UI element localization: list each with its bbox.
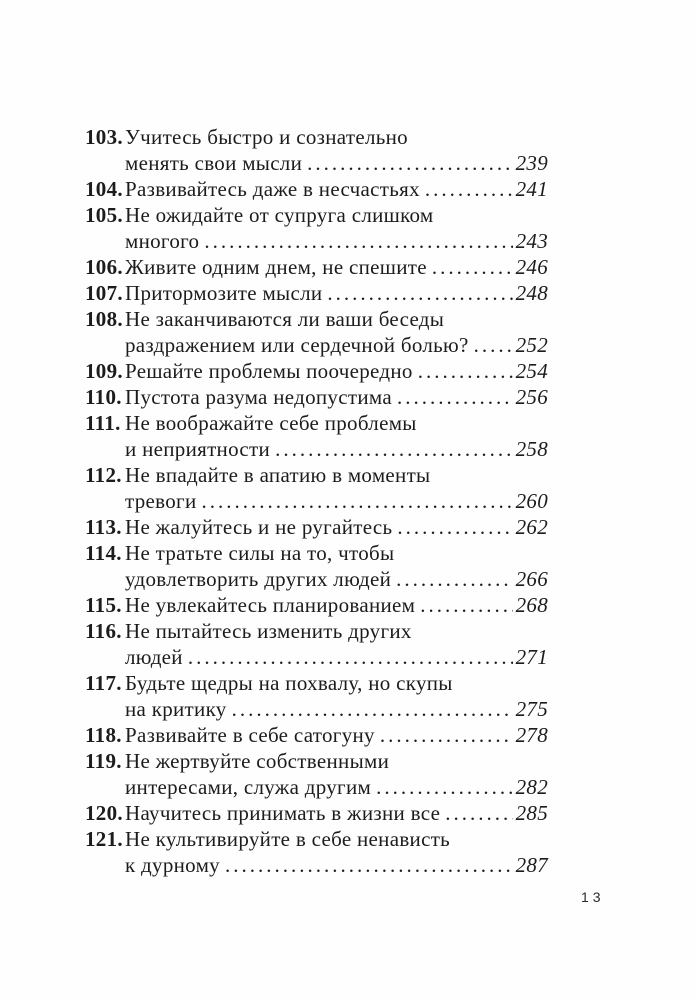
toc-entry-line (125, 150, 548, 176)
dot-leader (201, 488, 512, 514)
toc-entry-page-number: 248 (515, 281, 548, 305)
toc-entry-page-number: 258 (515, 437, 548, 461)
toc-entry (85, 514, 548, 540)
dot-leader (396, 566, 512, 592)
toc-entry-title-text: тревоги (125, 489, 197, 513)
toc-entry-body (125, 358, 548, 384)
toc-entry-page-number: 266 (515, 567, 548, 591)
toc-entry-line (125, 306, 548, 332)
toc-entry-number: 113. (85, 515, 122, 539)
toc-entry-line (125, 618, 548, 644)
toc-entry-line (125, 592, 548, 618)
toc-entry-line (125, 436, 548, 462)
toc-entry-line (125, 410, 548, 436)
toc-entry-title-text: Не культивируйте в себе ненависть (125, 827, 451, 851)
toc-entry-number: 114. (85, 541, 122, 565)
toc-entry-body (125, 748, 548, 800)
toc-entry (85, 410, 548, 462)
toc-entry-body (125, 618, 548, 670)
toc-entry-title-text: людей (125, 645, 183, 669)
toc-entry-body (125, 280, 548, 306)
toc-entry-number: 106. (85, 255, 123, 279)
toc-entry-number: 112. (85, 463, 122, 487)
toc-entry-body (125, 202, 548, 254)
footer-page-number: 13 (581, 889, 605, 905)
toc-entry-number: 104. (85, 177, 123, 201)
toc-entry-title-text: Не тратьте силы на то, чтобы (125, 541, 395, 565)
dot-leader (232, 696, 513, 722)
toc-entry-line (125, 696, 548, 722)
dot-leader (327, 280, 512, 306)
toc-entry-page-number: 239 (515, 151, 548, 175)
toc-entry (85, 722, 548, 748)
toc-entry (85, 176, 548, 202)
toc-entry-title-text: многого (125, 229, 200, 253)
toc-entry-title-text: Не пытайтесь изменить других (125, 619, 412, 643)
toc-entry-title-text: Научитесь принимать в жизни все (125, 801, 441, 825)
toc-entry-body (125, 306, 548, 358)
toc-entry-page-number: 241 (515, 177, 548, 201)
toc-entry-page-number: 260 (515, 489, 548, 513)
toc-entry-title-text: Притормозите мысли (125, 281, 323, 305)
toc-entry-number: 111. (85, 411, 121, 435)
toc-entry-body (125, 722, 548, 748)
toc-entry-line (125, 774, 548, 800)
toc-entry-page-number: 246 (515, 255, 548, 279)
toc-entry (85, 202, 548, 254)
toc-entry-title-text: к дурному (125, 853, 220, 877)
toc-entry-line (125, 514, 548, 540)
table-of-contents (85, 124, 548, 878)
toc-entry-line (125, 384, 548, 410)
toc-entry-number: 109. (85, 359, 123, 383)
toc-entry-number: 119. (85, 749, 122, 773)
toc-entry-body (125, 826, 548, 878)
toc-entry-number: 107. (85, 281, 123, 305)
toc-entry-page-number: 256 (515, 385, 548, 409)
toc-entry-page-number: 271 (515, 645, 548, 669)
dot-leader (418, 358, 513, 384)
toc-entry (85, 618, 548, 670)
toc-entry-number: 116. (85, 619, 122, 643)
dot-leader (432, 254, 513, 280)
toc-entry-title-text: удовлетворить других людей (125, 567, 392, 591)
toc-entry-number: 120. (85, 801, 123, 825)
dot-leader (420, 592, 512, 618)
dot-leader (474, 332, 513, 358)
toc-entry-page-number: 282 (515, 775, 548, 799)
toc-entry-line (125, 254, 548, 280)
toc-entry-body (125, 254, 548, 280)
toc-entry-title-text: Не впадайте в апатию в моменты (125, 463, 431, 487)
toc-entry (85, 462, 548, 514)
toc-entry (85, 748, 548, 800)
toc-entry-line (125, 462, 548, 488)
toc-entry-page-number: 268 (515, 593, 548, 617)
toc-entry-line (125, 280, 548, 306)
dot-leader (225, 852, 513, 878)
toc-entry-body (125, 384, 548, 410)
toc-entry-title-text: Будьте щедры на похвалу, но скупы (125, 671, 453, 695)
toc-entry-body (125, 670, 548, 722)
toc-entry-line (125, 228, 548, 254)
toc-entry-title-text: Не воображайте себе проблемы (125, 411, 417, 435)
toc-entry-number: 108. (85, 307, 123, 331)
toc-entry-line (125, 540, 548, 566)
toc-entry-number: 118. (85, 723, 122, 747)
toc-entry-title-text: раздражением или сердечной болью? (125, 333, 469, 357)
toc-entry-title-text: и неприятности (125, 437, 271, 461)
toc-entry-title-text: Решайте проблемы поочередно (125, 359, 413, 383)
toc-entry-page-number: 254 (515, 359, 548, 383)
toc-entry-title-text: Не жалуйтесь и не ругайтесь (125, 515, 393, 539)
toc-entry-title-text: Не ожидайте от супруга слишком (125, 203, 434, 227)
toc-entry-line (125, 852, 548, 878)
toc-entry-body (125, 514, 548, 540)
toc-entry-number: 105. (85, 203, 123, 227)
toc-entry (85, 800, 548, 826)
toc-entry-line (125, 670, 548, 696)
dot-leader (376, 774, 512, 800)
toc-entry-title-text: Развивайтесь даже в несчастьях (125, 177, 420, 201)
dot-leader (380, 722, 513, 748)
toc-entry-title-text: Пустота разума недопустима (125, 385, 392, 409)
dot-leader (188, 644, 513, 670)
toc-entry-body (125, 462, 548, 514)
toc-entry-title-text: Не заканчиваются ли ваши беседы (125, 307, 445, 331)
toc-entry-title-text: Развивайте в себе сатогуну (125, 723, 375, 747)
dot-leader (445, 800, 512, 826)
toc-entry-body (125, 176, 548, 202)
toc-entry (85, 592, 548, 618)
toc-entry-title-text: интересами, служа другим (125, 775, 372, 799)
toc-entry-number: 110. (85, 385, 122, 409)
toc-entry-page-number: 285 (515, 801, 548, 825)
toc-entry (85, 124, 548, 176)
toc-entry-body (125, 124, 548, 176)
toc-entry (85, 826, 548, 878)
toc-entry-title-text: Не жертвуйте собственными (125, 749, 390, 773)
toc-entry-line (125, 488, 548, 514)
dot-leader (204, 228, 512, 254)
toc-entry-line (125, 124, 548, 150)
toc-entry-body (125, 800, 548, 826)
toc-entry (85, 358, 548, 384)
toc-entry (85, 254, 548, 280)
dot-leader (307, 150, 512, 176)
toc-entry-number: 103. (85, 125, 123, 149)
toc-entry-body (125, 592, 548, 618)
toc-entry-line (125, 800, 548, 826)
toc-entry-line (125, 332, 548, 358)
toc-entry-number: 115. (85, 593, 122, 617)
toc-entry (85, 670, 548, 722)
toc-entry (85, 280, 548, 306)
toc-entry-title-text: менять свои мысли (125, 151, 303, 175)
toc-entry-line (125, 358, 548, 384)
toc-entry-page-number: 275 (515, 697, 548, 721)
toc-entry-line (125, 722, 548, 748)
toc-entry-title-text: Не увлекайтесь планированием (125, 593, 416, 617)
toc-entry-page-number: 278 (515, 723, 548, 747)
toc-entry-body (125, 540, 548, 592)
toc-entry-body (125, 410, 548, 462)
toc-entry (85, 384, 548, 410)
dot-leader (425, 176, 513, 202)
toc-entry-page-number: 287 (515, 853, 548, 877)
toc-entry-number: 121. (85, 827, 123, 851)
dot-leader (397, 514, 512, 540)
dot-leader (275, 436, 513, 462)
toc-entry-page-number: 252 (515, 333, 548, 357)
toc-entry-line (125, 202, 548, 228)
toc-entry (85, 306, 548, 358)
toc-entry-title-text: Учитесь быстро и сознательно (125, 125, 408, 149)
toc-entry-line (125, 176, 548, 202)
toc-entry-line (125, 566, 548, 592)
toc-entry-title-text: на критику (125, 697, 227, 721)
toc-entry-page-number: 243 (515, 229, 548, 253)
toc-entry-number: 117. (85, 671, 122, 695)
dot-leader (397, 384, 513, 410)
toc-entry-page-number: 262 (515, 515, 548, 539)
toc-entry-line (125, 748, 548, 774)
toc-entry (85, 540, 548, 592)
toc-entry-title-text: Живите одним днем, не спешите (125, 255, 427, 279)
toc-entry-line (125, 644, 548, 670)
toc-entry-line (125, 826, 548, 852)
